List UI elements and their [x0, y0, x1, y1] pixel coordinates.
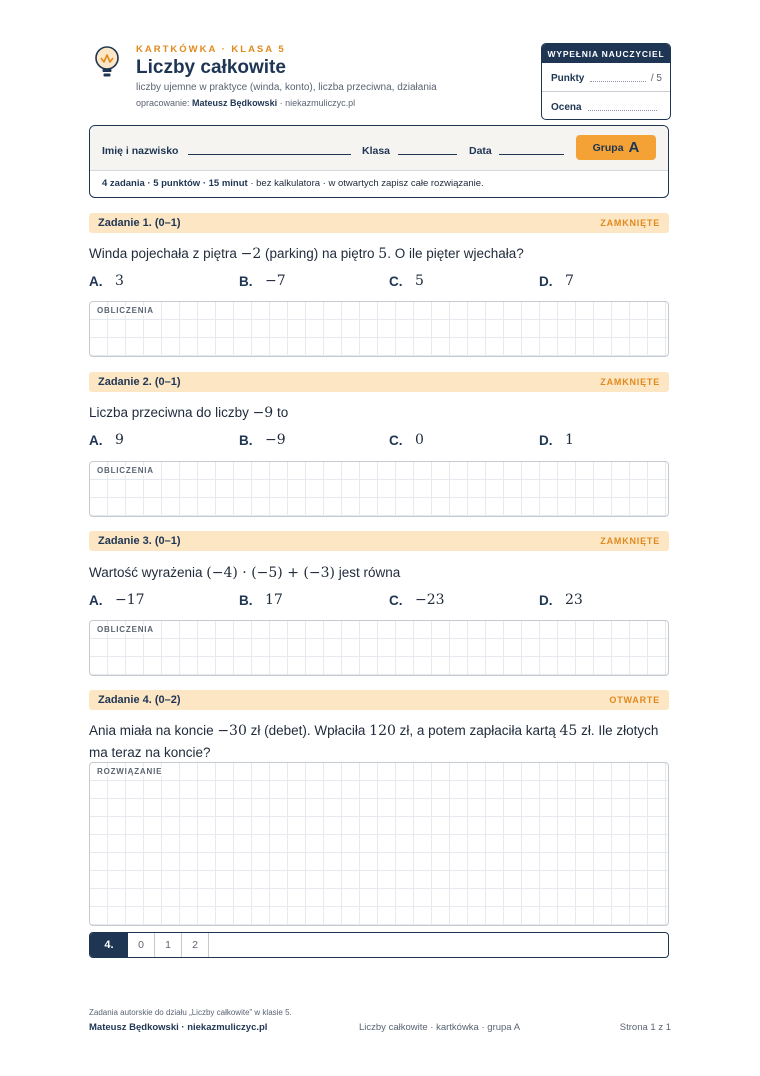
- grade-label: Ocena: [551, 102, 582, 113]
- teacher-box-heading: WYPEŁNIA NAUCZYCIEL: [542, 44, 670, 63]
- task-3-option-a[interactable]: [89, 592, 145, 608]
- task-3-header: [89, 531, 669, 551]
- task-2-option-a[interactable]: [89, 432, 124, 448]
- task-1-work-label: OBLICZENIA: [97, 306, 154, 315]
- task-3-type: ZAMKNIĘTE: [600, 536, 660, 546]
- option-letter: D.: [539, 432, 553, 448]
- option-letter: A.: [89, 592, 103, 608]
- group-label: Grupa: [592, 141, 624, 154]
- task-2-header: [89, 372, 669, 392]
- task-2-option-c[interactable]: [389, 432, 424, 448]
- footer-center: Liczby całkowite · kartkówka · grupa A: [359, 1022, 521, 1033]
- task-1-option-d[interactable]: [539, 273, 574, 289]
- task-2-text-1: Liczba przeciwna do liczby: [89, 405, 253, 420]
- task-1-type: ZAMKNIĘTE: [600, 218, 660, 228]
- option-letter: A.: [89, 432, 103, 448]
- task-4-title: Zadanie 4. (0–2): [98, 694, 181, 706]
- credit-prefix: opracowanie:: [136, 98, 193, 108]
- score-option-2[interactable]: 2: [182, 933, 209, 957]
- option-letter: A.: [89, 273, 103, 289]
- student-info-box: [89, 125, 669, 198]
- grade-field[interactable]: [588, 110, 657, 111]
- task-2-option-d[interactable]: [539, 432, 574, 448]
- author-credit: [136, 98, 355, 108]
- task-1-option-b[interactable]: [239, 273, 286, 289]
- option-value: −23: [415, 592, 445, 608]
- score-task-number: 4.: [90, 933, 128, 957]
- task-1-math-1: −2: [240, 246, 262, 262]
- score-option-0[interactable]: 0: [128, 933, 155, 957]
- page-title: Liczby całkowite: [136, 57, 286, 78]
- task-3-text-2: jest równa: [334, 565, 401, 580]
- test-info-summary: 4 zadania · 5 punktów · 15 minut: [102, 178, 248, 189]
- task-3-text-1: Wartość wyrażenia: [89, 565, 207, 580]
- task-2-math-1: −9: [252, 405, 274, 421]
- points-max: / 5: [650, 73, 662, 84]
- option-letter: C.: [389, 432, 403, 448]
- option-value: 9: [115, 432, 124, 448]
- task-4-text-3: zł, a potem zapłaciła kartą: [395, 723, 560, 738]
- task-4-work-label: ROZWIĄZANIE: [97, 767, 163, 776]
- option-letter: D.: [539, 273, 553, 289]
- task-1-text-2: (parking) na piętro: [261, 246, 379, 261]
- option-value: 23: [565, 592, 583, 608]
- task-3-option-d[interactable]: [539, 592, 583, 608]
- task-4-score-row: [89, 932, 669, 958]
- points-row: [551, 73, 662, 84]
- task-3-math-1: (−4) · (−5) + (−3): [206, 565, 335, 581]
- task-2-text-2: to: [273, 405, 289, 420]
- task-2-title: Zadanie 2. (0–1): [98, 376, 181, 388]
- option-value: 1: [565, 432, 574, 448]
- option-letter: B.: [239, 592, 253, 608]
- task-3-title: Zadanie 3. (0–1): [98, 535, 181, 547]
- task-4-question: [89, 720, 669, 763]
- task-1-option-c[interactable]: [389, 273, 424, 289]
- task-3-option-c[interactable]: [389, 592, 445, 608]
- option-value: 5: [415, 273, 424, 289]
- credit-author: Mateusz Będkowski: [192, 98, 278, 108]
- option-letter: B.: [239, 273, 253, 289]
- option-letter: C.: [389, 592, 403, 608]
- option-value: −9: [265, 432, 286, 448]
- task-3-answers: [89, 592, 689, 612]
- task-1-text-3: . O ile pięter wjechała?: [387, 246, 524, 261]
- student-fields: [90, 126, 668, 171]
- option-value: −7: [265, 273, 286, 289]
- test-info-rules: · bez kalkulatora · w otwartych zapisz całe rozwiązanie.: [247, 178, 484, 189]
- task-1-question: [89, 243, 669, 265]
- task-4-work-area[interactable]: [89, 762, 669, 926]
- task-4-text-2: zł (debet). Wpłaciła: [246, 723, 370, 738]
- task-2-type: ZAMKNIĘTE: [600, 377, 660, 387]
- task-2-answers: [89, 432, 689, 452]
- task-4-type: OTWARTE: [609, 695, 660, 705]
- name-label: Imię i nazwisko: [102, 145, 179, 157]
- class-label: Klasa: [362, 145, 391, 157]
- option-letter: B.: [239, 432, 253, 448]
- footer-author: Mateusz Będkowski · niekazmuliczyc.pl: [89, 1022, 268, 1033]
- footer-note: Zadania autorskie do działu „Liczby całkowite” w klasie 5.: [89, 1008, 292, 1017]
- date-field[interactable]: [499, 154, 564, 155]
- task-3-option-b[interactable]: [239, 592, 283, 608]
- task-1-option-a[interactable]: [89, 273, 124, 289]
- task-2-question: [89, 402, 669, 424]
- group-letter: A: [628, 139, 640, 156]
- teacher-box: [541, 43, 671, 120]
- task-3-question: [89, 562, 669, 584]
- option-value: 7: [565, 273, 574, 289]
- date-label: Data: [469, 145, 492, 157]
- grade-row: [551, 102, 662, 113]
- credit-site: · niekazmuliczyc.pl: [277, 98, 356, 108]
- group-badge: [576, 135, 656, 160]
- task-1-header: [89, 213, 669, 233]
- worksheet-kicker: KARTKÓWKA · KLASA 5: [136, 44, 286, 55]
- task-1-answers: [89, 273, 689, 293]
- option-value: 17: [265, 592, 283, 608]
- name-field[interactable]: [188, 154, 351, 155]
- task-2-work-area[interactable]: [89, 461, 669, 517]
- option-value: 0: [415, 432, 424, 448]
- task-4-math-3: 45: [559, 723, 578, 739]
- task-2-work-label: OBLICZENIA: [97, 466, 154, 475]
- test-info: [102, 178, 484, 189]
- points-label: Punkty: [551, 73, 585, 84]
- option-value: 3: [115, 273, 124, 289]
- task-1-math-2: 5: [378, 246, 388, 262]
- task-3-work-label: OBLICZENIA: [97, 625, 154, 634]
- task-4-text-4: zł. Ile złotych ma teraz na koncie?: [89, 723, 659, 760]
- option-value: −17: [115, 592, 145, 608]
- option-letter: D.: [539, 592, 553, 608]
- task-3-work-area[interactable]: [89, 620, 669, 676]
- task-4-math-1: −30: [217, 723, 247, 739]
- task-1-work-area[interactable]: [89, 301, 669, 357]
- task-4-header: [89, 690, 669, 710]
- task-1-title: Zadanie 1. (0–1): [98, 217, 181, 229]
- option-letter: C.: [389, 273, 403, 289]
- score-option-1[interactable]: 1: [155, 933, 182, 957]
- points-field[interactable]: [590, 81, 646, 82]
- task-4-text-1: Ania miała na koncie: [89, 723, 218, 738]
- footer-page-number: Strona 1 z 1: [619, 1022, 671, 1033]
- task-4-math-2: 120: [369, 723, 396, 739]
- page-subtitle: liczby ujemne w praktyce (winda, konto), liczba przeciwna, działania: [136, 82, 437, 93]
- lightbulb-logo-icon: [92, 45, 122, 79]
- task-1-text-1: Winda pojechała z piętra: [89, 246, 241, 261]
- task-2-option-b[interactable]: [239, 432, 286, 448]
- teacher-box-divider: [542, 91, 670, 92]
- class-field[interactable]: [398, 154, 457, 155]
